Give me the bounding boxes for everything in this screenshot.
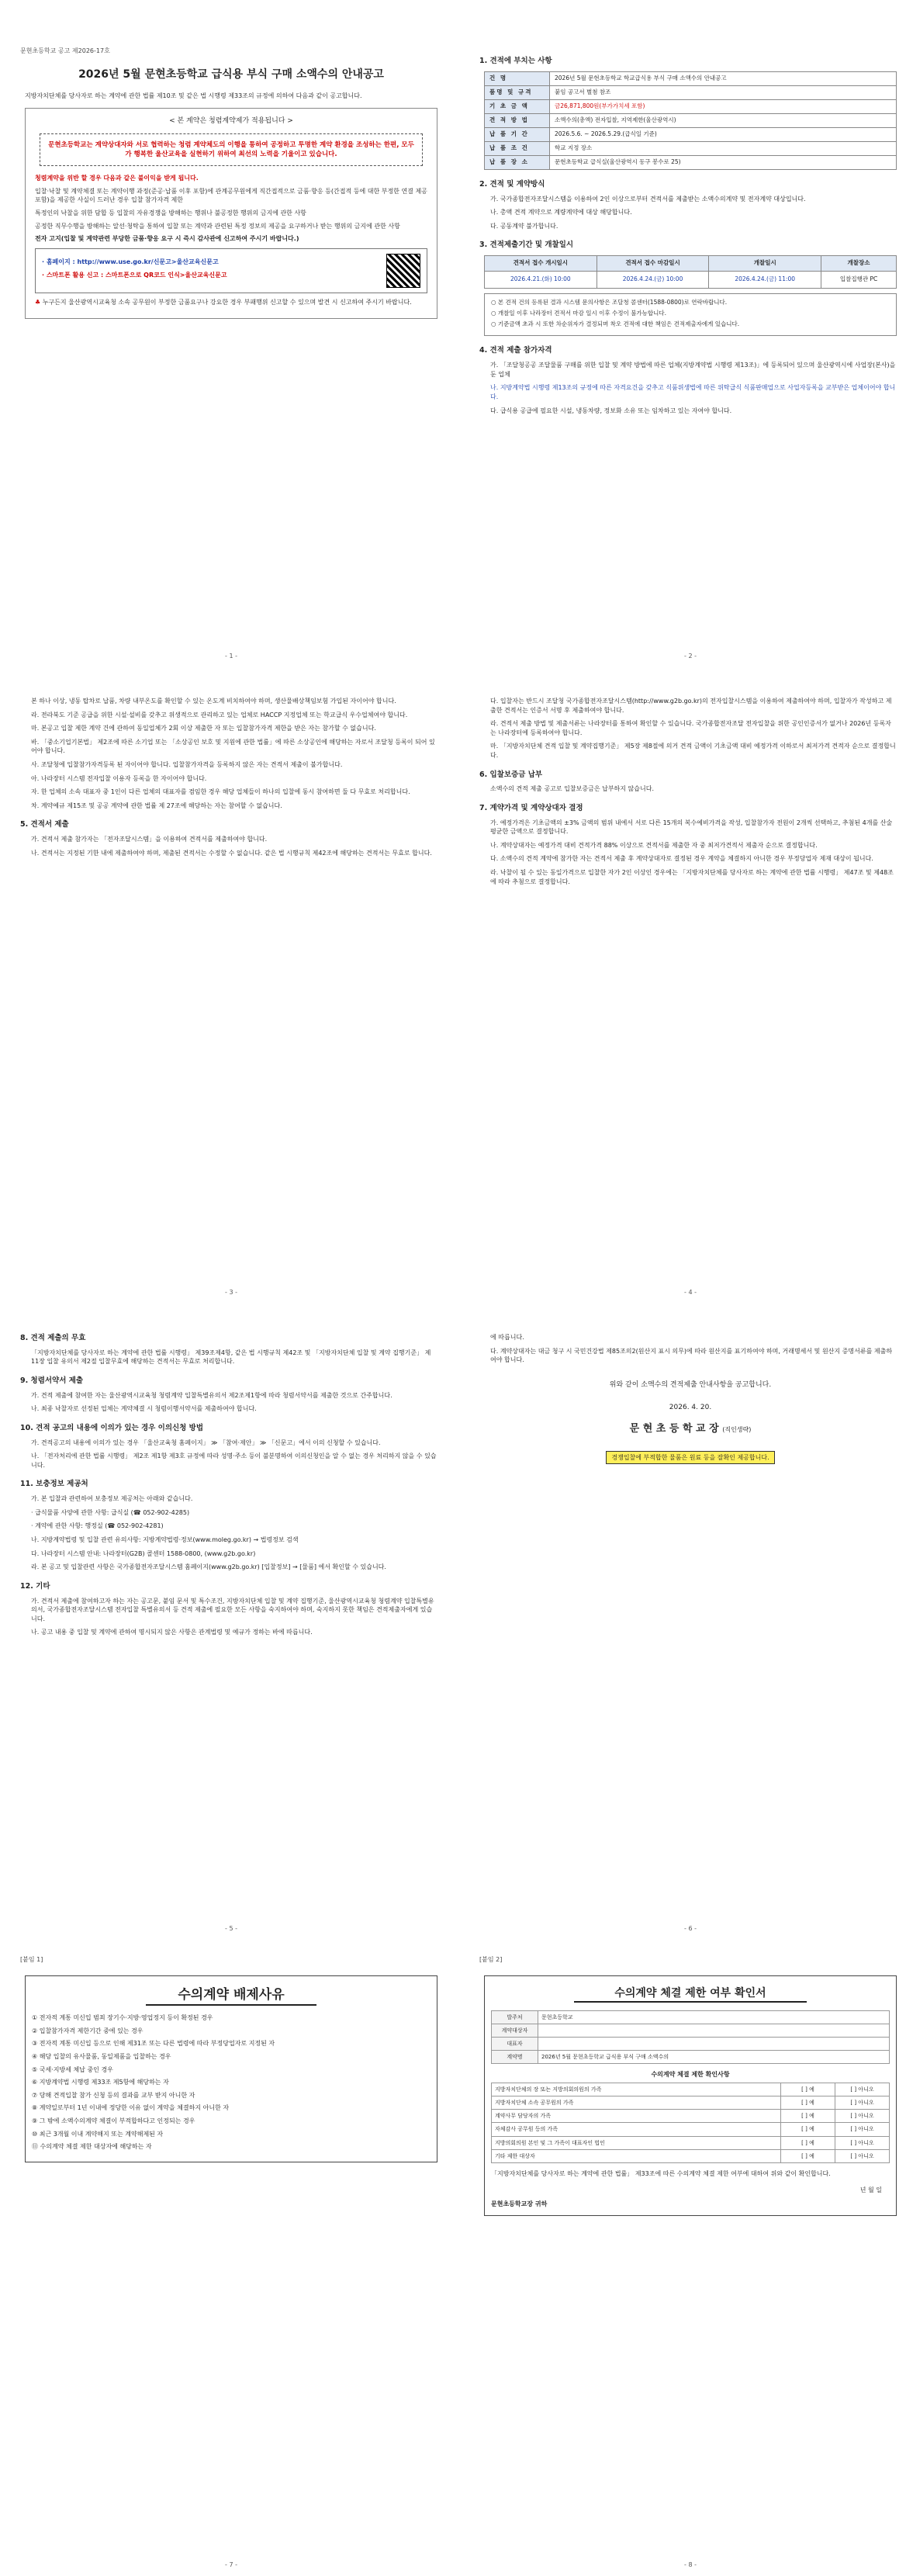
cell: 2026.4.21.(화) 10:00 (485, 271, 597, 288)
check-no[interactable]: [ ] 아니오 (835, 2083, 890, 2096)
list-item: 가. 견적서 제출에 참여하고자 하는 자는 공고문, 붙임 문서 및 특수조건, 지방자치단체 입찰 및 계약 집행기준, 울산광역시교육청 청렴계약 입찰특별유의서, 국가종합전자조달시스템 전자입찰 특별유의서 등 견적 제출에 필요한 모든 사항을 숙지하여야 하며, 숙지하지 못한 책임은 견적제출자에게 있습니다. (31, 1597, 434, 1622)
info-value[interactable] (538, 2024, 890, 2038)
intro-text: 지방자치단체를 당사자로 하는 계약에 관한 법률 제10조 및 같은 법 시행령 제33조의 규정에 의하여 다음과 같이 공고합니다. (25, 92, 362, 99)
table-row (485, 99, 897, 113)
schedule-table (484, 255, 897, 289)
star-icon: ♣ (35, 298, 43, 306)
list-item: 나. 공고 내용 중 입찰 및 계약에 관하여 명시되지 않은 사항은 관계법령 및 예규가 정하는 바에 따릅니다. (31, 1629, 313, 1636)
schedule-notes (484, 293, 897, 337)
section-title: 11. 보충정보 제공처 (20, 1480, 88, 1489)
list-item: 가. 「조달청공공 조달물품 구매를 위한 입찰 및 계약 방법에 따른 업체(지방계약법 시행령 제13조)」에 등록되어 있으며 울산광역시에 사업장(본사)을 둔 업체 (490, 362, 896, 378)
section-title: 12. 기타 (20, 1581, 50, 1591)
page-8 (473, 1955, 906, 2576)
report-box (35, 248, 427, 293)
info-value: 문현초등학교 (538, 2010, 890, 2024)
row-value: 금26,871,800원(부가가치세 포함) (550, 99, 897, 113)
section-title: 10. 견적 공고의 내용에 이의가 있는 경우 이의신청 방법 (20, 1423, 204, 1432)
col-header: 견적서 접수 개시일시 (485, 256, 597, 272)
note-item: ○ 기준금액 초과 시 또한 차순위자가 결정되며 착오 견적에 대한 책임은 견적제출자에게 있습니다. (491, 320, 740, 327)
info-key: 대표자 (492, 2038, 538, 2051)
check-question: 지방자치단체의 장 또는 지방의회의원의 가족 (492, 2083, 781, 2096)
row-key: 품명 및 규격 (485, 85, 550, 99)
list-item[interactable]: 나. 지방계약법령 및 입찰 관련 유의사항: 지방계약법령·정보(www.moleg.go.kr) → 법령정보 검색 (31, 1536, 299, 1543)
integrity-inner (40, 133, 423, 167)
notice-date: 2026. 4. 20. (669, 1403, 712, 1411)
list-item: 가. 견적서 제출 참가자는 「전자조달시스템」을 이용하여 견적서를 제출하여야 합니다. (31, 836, 268, 843)
list-item: 마. 「지방자치단체 견적 입찰 및 계약집행기준」 제5장 제8절에 의거 견적 금액이 기초금액 대비 예정가격 이하로서 최저가격 견적자 순으로 결정합니다. (490, 743, 896, 759)
table-row (485, 113, 897, 127)
list-item: 나. 「전자처리에 관한 법률 시행령」 제2조 제1항 제3호 규정에 따라 성명·주소 등이 불분명하여 이의신청인을 알 수 없는 경우 처리하지 않을 수 있습니다. (31, 1452, 437, 1469)
list-item: 다. 공동계약 불가합니다. (490, 222, 558, 230)
list-item: · 급식물품 사양에 관한 사항: 급식실 (☎ 052-902-4285) (31, 1508, 190, 1516)
list-item: 라. 전라북도 기준 공급을 위한 시설·설비를 갖추고 위생적으로 관리하고 있는 업체로 HACCP 지정업체 또는 학교급식 우수업체여야 합니다. (31, 711, 408, 718)
list-item: 가. 견적 제출에 참여한 자는 울산광역시교육청 청렴계약 입찰특별유의서 제2조제1항에 따라 청렴서약서를 제출한 것으로 간주합니다. (31, 1391, 392, 1399)
list-item: 다. 입찰자는 반드시 조달청 국가종합전자조달시스템(http://www.g2b.go.kr)의 전자입찰시스템을 이용하여 제출하여야 하며, 입찰자가 작성하고 제출한 견적서는 인증서 서명 후 제출하여야 합니다. (490, 698, 892, 714)
list-item[interactable]: 다. 나라장터 시스템 안내: 나라장터(G2B) 콜센터 1588-0800, (www.g2b.go.kr) (31, 1549, 256, 1557)
seal-note: (직인생략) (722, 1425, 752, 1433)
info-key: 계약대상자 (492, 2024, 538, 2038)
info-value[interactable] (538, 2038, 890, 2051)
check-row (492, 2083, 890, 2096)
notice-banner: 경쟁입찰에 부적합한 물품은 원료 등을 잘확인 제공합니다. (606, 1451, 774, 1465)
check-no[interactable]: [ ] 아니오 (835, 2110, 890, 2123)
row-key: 견 적 방 법 (485, 113, 550, 127)
signer: 문현초등학교장 귀하 (491, 2200, 548, 2208)
list-item: 라. 낙찰이 될 수 있는 동일가격으로 입찰한 자가 2인 이상인 경우에는 「지방자치단체를 당사자로 하는 계약에 관한 법률 시행령」 제47조 및 제48조에 따라 추첨으로 결정합니다. (490, 869, 894, 885)
col-header: 견적서 접수 마감일시 (597, 256, 709, 272)
list-item: 가. 견적공고의 내용에 이의가 있는 경우 「울산교육청 홈페이지」 ≫ 「참여·제안」 ≫ 「신문고」에서 이의 신청할 수 있습니다. (31, 1439, 381, 1446)
list-item: · 계약에 관한 사항: 행정실 (☎ 052-902-4281) (31, 1522, 164, 1530)
check-yes[interactable]: [ ] 예 (781, 2096, 835, 2110)
row-key: 납 품 조 건 (485, 141, 550, 155)
table-row (485, 71, 897, 85)
table-row (485, 85, 897, 99)
closing-text: 위와 같이 소액수의 견적제출 안내사항을 공고합니다. (609, 1380, 772, 1389)
page-7 (14, 1955, 448, 2576)
check-question: 계약사무 담당자의 가족 (492, 2110, 781, 2123)
page-3 (14, 683, 448, 1304)
col-header: 개찰장소 (821, 256, 897, 272)
list-item: 소액수의 견적 제출 공고로 입찰보증금은 납부하지 않습니다. (490, 785, 654, 793)
page-number: - 4 - (684, 1289, 697, 1297)
cell: 2026.4.24.(금) 10:00 (597, 271, 709, 288)
page-2 (473, 47, 906, 667)
list-item[interactable]: 라. 본 공고 및 입찰관련 사항은 국가종합전자조달시스템 홈페이지(www.g2b.go.kr) [입찰정보] → [물품] 에서 확인할 수 있습니다. (31, 1563, 386, 1571)
section-title: 2. 견적 및 계약방식 (479, 179, 545, 189)
page-number: - 6 - (684, 1925, 697, 1933)
exclusion-item: ⑥ 지방계약법 시행령 제33조 제5항에 해당하는 자 (32, 2079, 169, 2086)
attachment-label: [붙임 1] (20, 1956, 43, 1963)
row-value: 2026.5.6. ~ 2026.5.29.(급식일 기준) (550, 127, 897, 141)
exclusion-item: ⑤ 국세·지방세 체납 중인 경우 (32, 2065, 113, 2073)
page-number: - 1 - (225, 653, 237, 660)
attachment-1-frame (25, 1975, 437, 2162)
cell: 2026.4.24.(금) 11:00 (709, 271, 821, 288)
page-4 (473, 683, 906, 1304)
report-homepage[interactable]: · 홈페이지 : http://www.use.go.kr/신문고>울산교육신문고 (42, 258, 219, 266)
check-yes[interactable]: [ ] 예 (781, 2149, 835, 2162)
list-item: 라. 견적서 제출 방법 및 제출서류는 나라장터를 통하여 확인할 수 있습니다. 국가종합전자조달 전자입찰을 위한 공인인증서가 없거나 2026년 등록자는 나라장터에 등록하여야 합니다. (490, 720, 891, 736)
issuer-name (473, 1422, 906, 1437)
qr-code-icon (386, 254, 420, 288)
list-item: 본 하나 이상, 냉동 탑차로 납품, 차량 내부온도를 확인할 수 있는 온도계 비치하여야 하며, 생산물배상책임보험 가입된 자이어야 합니다. (31, 698, 396, 705)
check-row (492, 2110, 890, 2123)
closing-block (473, 1380, 906, 1479)
list-item: 「지방자치단체를 당사자로 하는 계약에 관한 법률 시행령」 제39조제4항, 같은 법 시행규칙 제42조 및 「지방자치단체 입찰 및 계약 집행기준」 제11장 입찰 유의서 제2절 입찰무효에 해당하는 견적서는 무효로 처리합니다. (31, 1349, 431, 1366)
list-item: 자. 한 업체의 소속 대표자 중 1인이 다른 업체의 대표자를 겸임한 경우 해당 업체들이 하나의 입찰에 동시 참여하면 둘 다 무효로 처리합니다. (31, 788, 410, 796)
check-subtitle: 수의계약 체결 제한 확인사항 (651, 2071, 730, 2079)
integrity-box-title: < 본 계약은 청렴계약제가 적용됩니다 > (169, 117, 293, 126)
rule-item: 특정인의 낙찰을 위한 담합 등 입찰의 자유경쟁을 방해하는 행위나 불공정한 행위의 금지에 관한 사항 (35, 209, 306, 216)
rule-item: 청렴계약을 위반 할 경우 다음과 같은 불이익을 받게 됩니다. (35, 175, 199, 182)
col-header: 개찰일시 (709, 256, 821, 272)
list-item: 마. 본공고 입찰 제한 계약 건에 관하여 동일업체가 2회 이상 제출한 자 또는 입찰참가자격 제한을 받은 자는 참가할 수 없습니다. (31, 725, 376, 732)
check-question: 자체감사 공무원 등의 가족 (492, 2123, 781, 2136)
table-row (485, 155, 897, 169)
page-5 (14, 1319, 448, 1940)
check-no[interactable]: [ ] 아니오 (835, 2149, 890, 2162)
attachment-2-title: 수의계약 체결 제한 여부 확인서 (574, 1986, 807, 2003)
check-row (492, 2149, 890, 2162)
notice-number: 문현초등학교 공고 제2026-17호 (20, 47, 110, 54)
exclusion-item: ④ 해당 입찰의 유사물품, 동일제품을 입찰하는 경우 (32, 2053, 171, 2061)
list-item: 다. 계약상대자는 대금 청구 시 국민건강법 제85조의2(원산지 표시 의무)에 따라 원산지를 표기하여야 하며, 거래명세서 및 원산지 증명서류를 제출하여야 합니다. (490, 1347, 893, 1364)
info-key: 계약명 (492, 2051, 538, 2064)
list-item: 에 따릅니다. (490, 1334, 524, 1341)
section-title: 4. 견적 제출 참가자격 (479, 346, 552, 355)
info-key: 발주처 (492, 2010, 538, 2024)
star-note-text: 누구든지 울산광역시교육청 소속 공무원이 부정한 금품요구나 강요한 경우 부패행위 신고할 수 있으며 발견 시 신고하여 주시기 바랍니다. (42, 298, 412, 306)
row-value: 학교 지정 장소 (550, 141, 897, 155)
contract-info-table (491, 2010, 890, 2065)
info-value: 2026년 5월 문현초등학교 급식용 부식 구매 소액수의 (538, 2051, 890, 2064)
sign-date: 년 월 일 (859, 2186, 882, 2194)
check-no[interactable]: [ ] 아니오 (835, 2136, 890, 2149)
report-smartphone: · 스마트폰 활용 신고 : 스마트폰으로 QR코드 인식>울산교육신문고 (42, 271, 227, 279)
check-yes[interactable]: [ ] 예 (781, 2123, 835, 2136)
page-number: - 8 - (684, 2561, 697, 2569)
check-row (492, 2136, 890, 2149)
check-row (492, 2096, 890, 2110)
check-yes[interactable]: [ ] 예 (781, 2083, 835, 2096)
list-item: 가. 예정가격은 기초금액의 ±3% 금액의 범위 내에서 서로 다른 15개의 복수예비가격을 작성, 입찰참가자 전원이 2개씩 선택하고, 추첨된 4개를 산술평균한 금액으로 결정합니다. (490, 819, 893, 836)
rule-item: 전자 고지(입찰 및 계약관련 부당한 금품·향응 요구 시 즉시 감사관에 신고하여 주시기 바랍니다.) (35, 235, 299, 243)
check-yes[interactable]: [ ] 예 (781, 2136, 835, 2149)
list-item: 가. 국가종합전자조달시스템을 이용하여 2인 이상으로부터 견적서를 제출받는 소액수의계약 및 전자계약 대상입니다. (490, 195, 806, 203)
row-value: 문현초등학교 급식실(울산광역시 동구 봉수로 25) (550, 155, 897, 169)
exclusion-item: ⑪ 수의계약 체결 제한 대상자에 해당하는 자 (32, 2143, 152, 2151)
exclusion-item: ③ 전자적 계통 미신입 등으로 인해 제31조 또는 다른 법령에 따라 부정당업자로 지정된 자 (32, 2040, 275, 2048)
notice-title: 2026년 5월 문현초등학교 급식용 부식 구매 소액수의 안내공고 (78, 68, 384, 81)
page-number: - 2 - (684, 653, 697, 660)
check-no[interactable]: [ ] 아니오 (835, 2123, 890, 2136)
check-question: 지방의회의원 본인 및 그 가족이 대표자인 법인 (492, 2136, 781, 2149)
restriction-check-table (491, 2083, 890, 2163)
page-6 (473, 1319, 906, 1940)
list-item: 차. 계약예규 제15조 및 공공 계약에 관한 법률 제 27조에 해당하는 자는 참여할 수 없습니다. (31, 802, 282, 809)
section-title: 6. 입찰보증금 납부 (479, 770, 543, 779)
section-title: 8. 견적 제출의 무효 (20, 1334, 86, 1342)
rule-item: 공정한 직무수행을 방해하는 알선·청탁을 통하여 입찰 또는 계약과 관련된 특정 정보의 제공을 요구하거나 받는 행위의 금지에 관한 사항 (35, 222, 400, 230)
row-value: 붙임 공고서 별첨 참조 (550, 85, 897, 99)
page-1 (14, 47, 448, 667)
confirm-text: 「지방자치단체를 당사자로 하는 계약에 관한 법률」 제33조에 따른 수의계약 체결 제한 여부에 대하여 위와 같이 확인합니다. (491, 2169, 831, 2177)
section-title: 7. 계약가격 및 계약상대자 결정 (479, 803, 583, 812)
rule-item: 입찰·낙찰 및 계약체결 또는 계약이행 과정(준공·납품 이후 포함)에 관계공무원에게 직간접적으로 금품·향응 등(간접적 등에 대한 부정한 연결 제공 포함)을 제공한 사실이 드러난 경우 입찰 참가자격 제한 (35, 187, 427, 204)
integrity-text: 문현초등학교는 계약상대자와 서로 협력하는 청렴 계약체도의 이행을 통하여 공정하고 투명한 계약 환경을 조성하는 한편, 모두가 행복한 울산교육을 실현하기 위하여 최선의 노력을 기울이고 있습니다. (48, 140, 414, 158)
exclusion-item: ① 전자적 계통 미신입 범죄 장기수·지방·영업정지 등이 확정된 경우 (32, 2014, 213, 2022)
check-yes[interactable]: [ ] 예 (781, 2110, 835, 2123)
section-title: 5. 견적서 제출 (20, 820, 69, 829)
list-item: 나. 최종 낙찰자로 선정된 업체는 계약체결 시 청렴이행서약서를 제출하여야 합니다. (31, 1405, 257, 1413)
check-question: 기타 제한 대상자 (492, 2149, 781, 2162)
note-item: ○ 본 견적 건의 등록된 결과 시스템 문의사항은 조달청 콜센터(1588-0800)로 연락바랍니다. (491, 298, 728, 306)
star-note (35, 298, 427, 307)
table-row (485, 141, 897, 155)
check-row (492, 2123, 890, 2136)
row-value: 소액수의(총액) 전자입찰, 지역제한(울산광역시) (550, 113, 897, 127)
issuer-org: 문 현 초 등 학 교 장 (629, 1422, 719, 1435)
list-item: 아. 나라장터 시스템 전자입찰 이용자 등록을 한 자이어야 합니다. (31, 774, 207, 782)
exclusion-item: ② 입찰참가자격 제한기간 중에 있는 경우 (32, 2027, 144, 2034)
row-key: 납 품 기 간 (485, 127, 550, 141)
row-value: 2026년 5월 문현초등학교 학교급식용 부식 구매 소액수의 안내공고 (550, 71, 897, 85)
check-no[interactable]: [ ] 아니오 (835, 2096, 890, 2110)
row-key: 납 품 장 소 (485, 155, 550, 169)
section-title: 3. 견적제출기간 및 개찰일시 (479, 241, 574, 250)
exclusion-item: ⑧ 계약일로부터 1년 이내에 정당한 이유 없이 계약을 체결하지 아니한 자 (32, 2104, 230, 2112)
list-item: 나. 계약상대자는 예정가격 대비 견적가격 88% 이상으로 견적서를 제출한 자 중 최저가견적서 제출자 순으로 결정합니다. (490, 841, 818, 849)
row-key: 건 명 (485, 71, 550, 85)
list-item: 다. 급식용 공급에 필요한 시설, 냉동차량, 정보화 소유 또는 임차하고 있는 자여야 합니다. (490, 407, 732, 414)
integrity-box (25, 108, 437, 319)
exclusion-item: ⑩ 최근 3개월 이내 계약해지 또는 계약해제된 자 (32, 2130, 164, 2138)
list-item: 다. 소액수의 견적 계약에 참가한 자는 견적서 제출 후 계약상대자로 결정된 경우 계약을 체결하지 아니한 경우 부정당업자 제재 대상이 됩니다. (490, 855, 873, 863)
list-item: 가. 본 입찰과 관련하여 보충정보 제공처는 아래와 같습니다. (31, 1495, 193, 1503)
attachment-label: [붙임 2] (479, 1956, 503, 1963)
row-key: 기 초 금 액 (485, 99, 550, 113)
list-item: 나. 견적서는 지정된 기한 내에 제출하여야 하며, 제출된 견적서는 수정할 수 없습니다. 같은 법 시행규칙 제42조에 해당하는 견적서는 무효로 합니다. (31, 849, 432, 857)
exclusion-item: ⑨ 그 밖에 소액수의계약 체결이 부적합하다고 인정되는 경우 (32, 2117, 195, 2124)
table-row (485, 127, 897, 141)
list-item: 나. 지방계약법 시행령 제13조의 규정에 따른 자격요건을 갖추고 식품위생법에 따른 위탁급식 식품판매업으로 사업자등록을 교부받은 업체이어야 합니다. (490, 384, 896, 400)
notice-table (484, 71, 897, 170)
page-number: - 7 - (225, 2561, 237, 2569)
attachment-2-frame (484, 1975, 897, 2216)
check-question: 지방자치단체 소속 공무원의 가족 (492, 2096, 781, 2110)
section-title: 9. 청렴서약서 제출 (20, 1376, 84, 1385)
cell: 입찰집행관 PC (821, 271, 897, 288)
list-item: 사. 조달청에 입찰참가자격등록 된 자이어야 합니다. 입찰참가자격을 등록하지 않은 자는 견적서 제출이 불가합니다. (31, 760, 343, 768)
exclusion-item: ⑦ 당해 견적입찰 참가 신청 등의 결과를 교부 받지 아니한 자 (32, 2091, 195, 2099)
note-item: ○ 개찰일 이후 나라장터 견적서 마감 일시 이후 수정이 불가능합니다. (491, 309, 666, 317)
section-title: 1. 견적에 부치는 사항 (479, 57, 552, 65)
page-number: - 3 - (225, 1289, 237, 1297)
list-item: 나. 총액 견적 계약으로 계량계약에 대상 해당합니다. (490, 209, 632, 216)
attachment-1-title: 수의계약 배제사유 (146, 1986, 316, 2006)
page-number: - 5 - (225, 1925, 237, 1933)
list-item: 바. 「중소기업기본법」 제2조에 따른 소기업 또는 「소상공인 보호 및 지원에 관한 법률」에 따른 소상공인에 해당하는 자로서 조달청 등록이 되어 있어야 합니다. (31, 738, 435, 755)
